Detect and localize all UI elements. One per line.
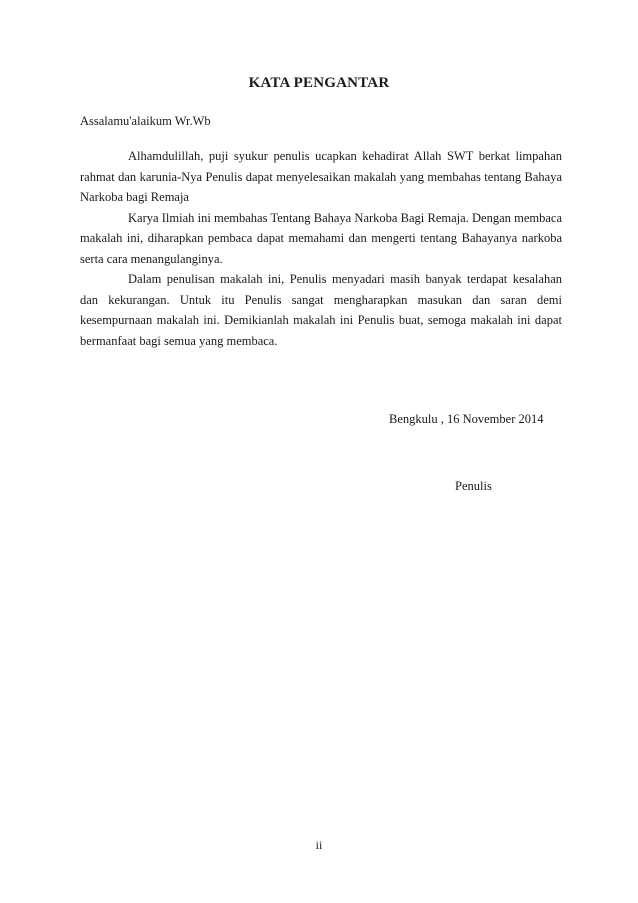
paragraph-closing: Dalam penulisan makalah ini, Penulis menyadari masih banyak terdapat kesalahan dan kekurangan. Untuk itu Penulis sangat mengharapkan masukan dan saran demi kesempurnaan makalah ini. Demikianlah makalah ini Penulis buat, semoga makalah ini dapat bermanfaat bagi semua yang membaca. bbox=[80, 272, 562, 348]
page-title: KATA PENGANTAR bbox=[248, 75, 390, 91]
place-date: Bengkulu , 16 November 2014 bbox=[389, 412, 544, 426]
paragraph-topic: Karya Ilmiah ini membahas Tentang Bahaya Narkoba Bagi Remaja. Dengan membaca makalah ini, diharapkan pembaca dapat memahami dan mengerti tentang Bahayanya narkoba serta cara menangulanginya. bbox=[80, 210, 562, 266]
greeting-text: Assalamu'alaikum Wr.Wb bbox=[80, 114, 211, 128]
author-signature: Penulis bbox=[455, 479, 492, 493]
paragraph-gratitude: Alhamdulillah, puji syukur penulis ucapkan kehadirat Allah SWT berkat limpahan rahmat dan karunia-Nya Penulis dapat menyelesaikan makalah yang membahas tentang Bahaya Narkoba bagi Remaja bbox=[80, 149, 562, 204]
page-number: ii bbox=[315, 838, 323, 852]
body-text bbox=[80, 146, 562, 351]
